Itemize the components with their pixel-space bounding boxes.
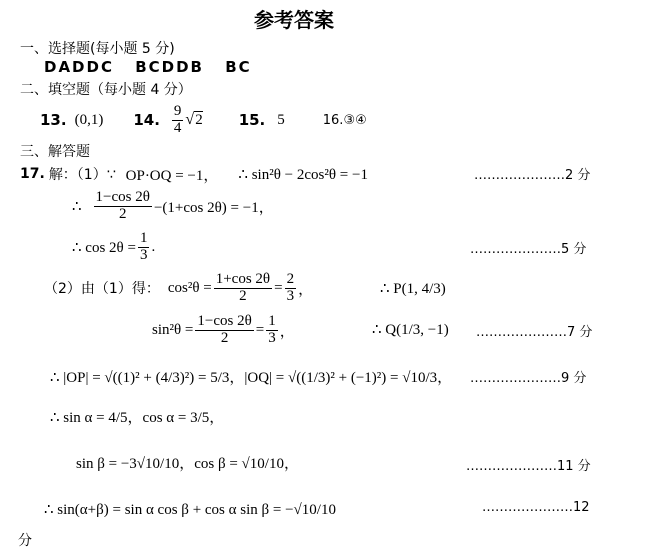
q17-intro: 解：（1）∵ bbox=[48, 167, 116, 183]
sin-squared-left: sin²θ = bbox=[152, 321, 194, 338]
point-P: ∴ P(1, 4/3) bbox=[380, 281, 446, 297]
q15-answer: 5 bbox=[277, 111, 285, 128]
dot-product-condition: OP·OQ = −1， bbox=[125, 167, 219, 184]
q13-answer: (0,1) bbox=[74, 111, 104, 128]
sin-squared-fraction: $\frac{1-\cos 2\theta}{2}$ bbox=[197, 312, 252, 346]
score-7: …………………7 分 bbox=[476, 325, 593, 340]
fill-blank-answers bbox=[40, 100, 367, 140]
q14-root: √2 bbox=[185, 111, 203, 128]
score-5: …………………5 分 bbox=[470, 242, 587, 257]
therefore-symbol: ∴ bbox=[72, 198, 82, 215]
cos2theta-value: $\frac{1}{3}$ bbox=[139, 229, 148, 263]
q16-answer: ③④ bbox=[343, 112, 367, 128]
section-fill-blank-heading: 二、填空题（每小题 4 分） bbox=[20, 82, 192, 98]
q16-label: 16. bbox=[322, 112, 344, 128]
multiple-choice-answers: DADDC BCDDB BC bbox=[44, 58, 252, 76]
q17-line-2 bbox=[72, 186, 274, 226]
half-angle-rest: −(1+cos 2θ) = −1， bbox=[153, 199, 274, 216]
q17-line-1 bbox=[20, 163, 368, 185]
page-title: 参考答案 bbox=[254, 8, 334, 32]
score-12: …………………12 bbox=[482, 500, 590, 515]
magnitude-line: ∴ |OP| = √((1)² + (4/3)²) = 5/3，|OQ| = √((1/3)² + (−1)²) = √10/3， bbox=[50, 370, 453, 386]
q14-label: 14. bbox=[133, 111, 160, 129]
trig-equation: ∴ sin²θ − 2cos²θ = −1 bbox=[238, 166, 368, 183]
score-2: …………………2 分 bbox=[474, 168, 591, 183]
q13-label: 13. bbox=[40, 111, 67, 129]
section-solution-heading: 三、解答题 bbox=[20, 144, 90, 160]
sin-cos-alpha-line: ∴ sin α = 4/5，cos α = 3/5， bbox=[50, 410, 225, 426]
score-12-unit: 分 bbox=[18, 533, 32, 549]
q14-denominator: 4 bbox=[173, 119, 182, 136]
q17-line-3: ∴ cos 2θ = $\frac{1}{3}$ . bbox=[72, 229, 156, 263]
sin-squared-value: $\frac{1}{3}$ bbox=[268, 312, 276, 346]
cos-squared-left: cos²θ = bbox=[167, 279, 212, 296]
sin-cos-beta-line: sin β = −3√10/10，cos β = √10/10， bbox=[76, 456, 299, 472]
point-Q: ∴ Q(1/3, −1) bbox=[372, 322, 449, 338]
score-9: …………………9 分 bbox=[470, 371, 587, 386]
section-multiple-choice-heading: 一、选择题(每小题 5 分) bbox=[20, 41, 175, 57]
q14-numerator: 9 bbox=[173, 102, 182, 119]
part2-sin-line: sin²θ = $\frac{1-\cos 2\theta}{2}$ = $\frac{1}{3}$ ， bbox=[152, 312, 295, 346]
cos-squared-fraction: $\frac{1+\cos 2\theta}{2}$ bbox=[215, 270, 271, 304]
q17-label: 17. bbox=[20, 166, 45, 182]
cos-squared-value: $\frac{2}{3}$ bbox=[286, 270, 295, 304]
final-result-line: ∴ sin(α+β) = sin α cos β + cos α sin β = −√10/10 bbox=[44, 502, 336, 518]
part2-intro: （2）由（1）得： bbox=[44, 281, 160, 297]
part2-cos-line: （2）由（1）得： cos²θ = $\frac{1+\cos 2\theta}{2}$ = $\frac{2}{3}$ ， bbox=[44, 270, 314, 304]
q14-fraction bbox=[172, 104, 184, 137]
q15-label: 15. bbox=[238, 111, 266, 129]
score-11: …………………11 分 bbox=[466, 459, 591, 474]
half-angle-fraction: $\frac{1-\cos 2\theta}{2}$ bbox=[95, 188, 150, 222]
cos2theta-left: ∴ cos 2θ = bbox=[72, 239, 136, 256]
